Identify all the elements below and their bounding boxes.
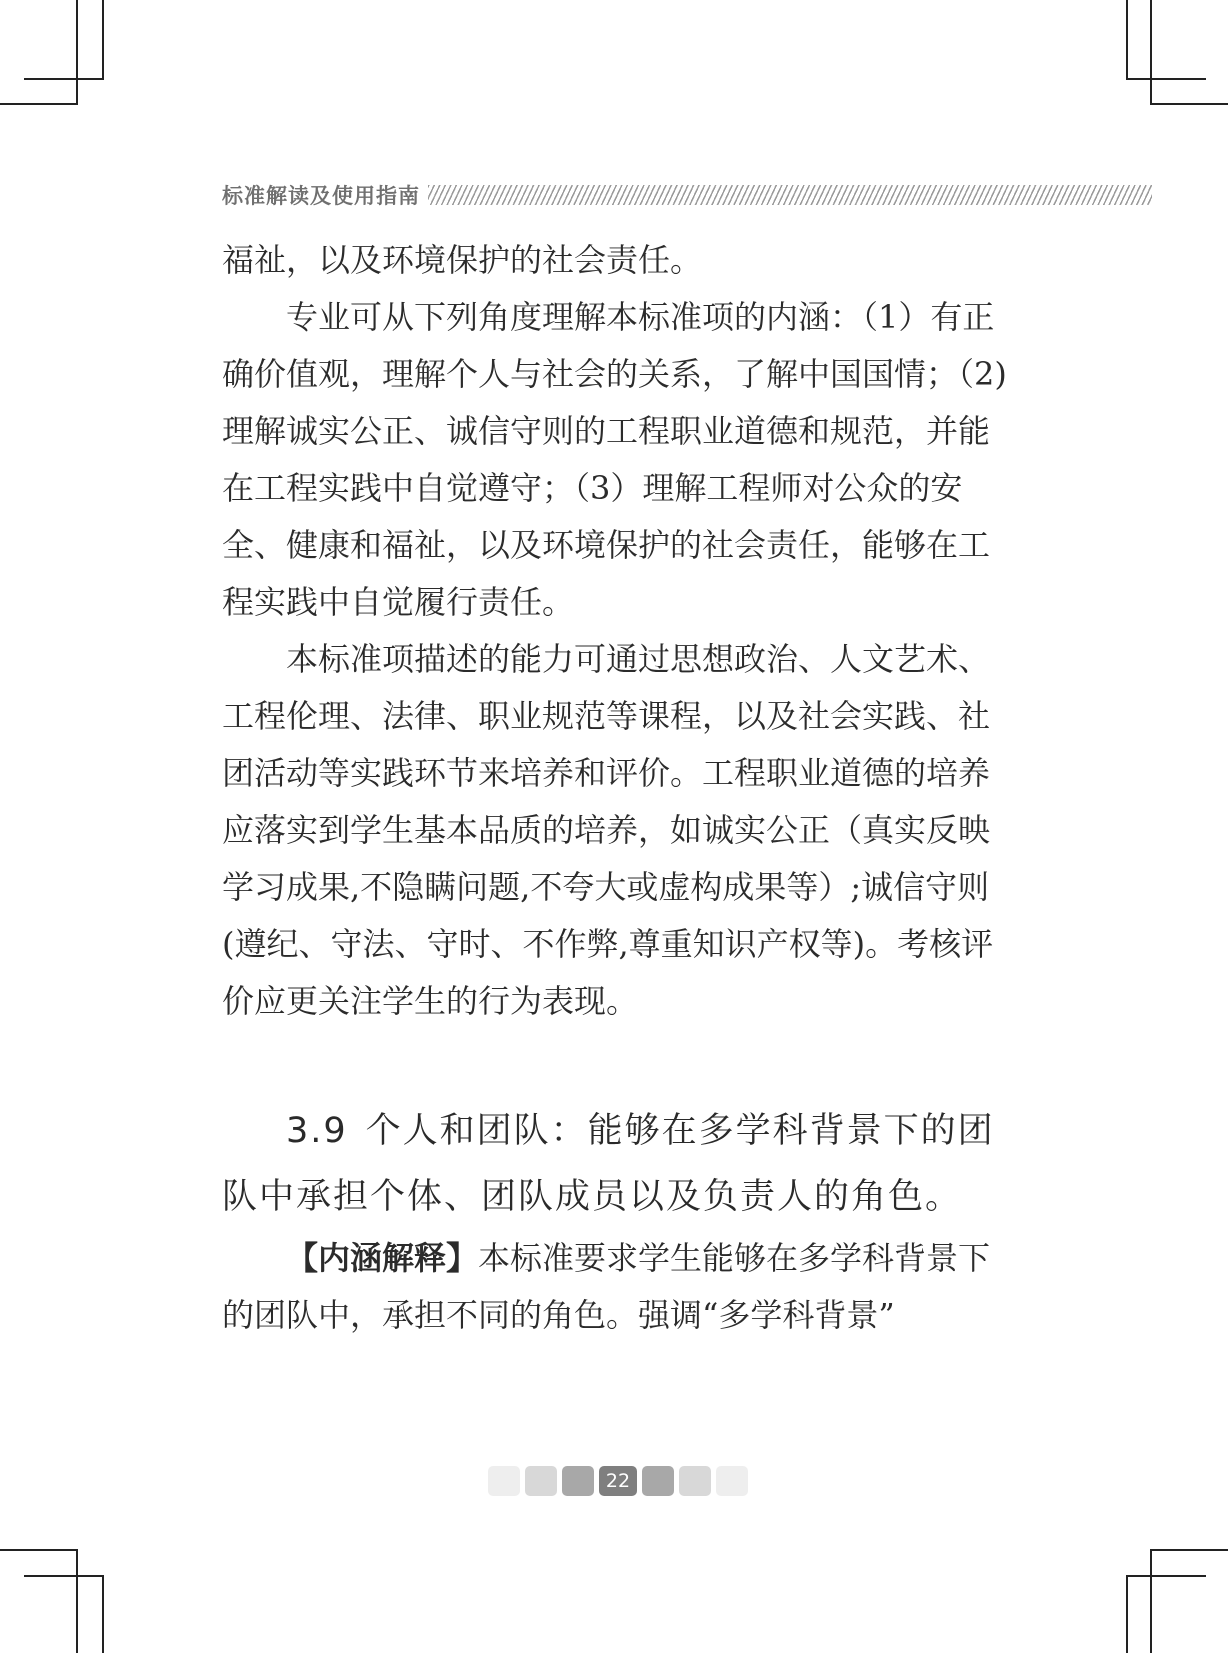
crop-mark-bottom-right-v: [1126, 1575, 1128, 1653]
section-number: 3.9: [286, 1111, 348, 1151]
crop-mark-top-right-h2: [1150, 103, 1228, 105]
crop-mark-top-left-h2: [24, 78, 104, 80]
page-number: 22: [599, 1466, 637, 1496]
section-spacer: [222, 1030, 1008, 1098]
crop-mark-bottom-right-h: [1126, 1575, 1206, 1577]
crop-mark-bottom-left-h: [0, 1549, 78, 1551]
crop-mark-bottom-right-h2: [1150, 1549, 1228, 1551]
interpretation-label: 【内涵解释】: [286, 1239, 479, 1277]
page-number-bar: [488, 1466, 748, 1496]
crop-mark-bottom-left-h2: [24, 1575, 104, 1577]
crop-mark-bottom-right-v2: [1150, 1549, 1152, 1653]
paragraph-cultivation: 本标准项描述的能力可通过思想政治、人文艺术、工程伦理、法律、职业规范等课程，以及社会实践、社团活动等实践环节来培养和评价。工程职业道德的培养应落实到学生基本品质的培养，如诚实公正（真实反映学习成果,不隐瞒问题,不夸大或虚构成果等）;诚信守则(遵纪、守法、守时、不作弊,尊重知识产权等)。考核评价应更关注学生的行为表现。: [222, 640, 994, 1020]
paragraph-continuation: 福祉，以及环境保护的社会责任。: [222, 241, 703, 279]
section-heading: [222, 1098, 1008, 1230]
header-hatch-rule: [428, 185, 1152, 205]
pager-block-2: [525, 1466, 557, 1496]
paragraph-interpretation: [222, 1230, 1008, 1344]
interpretation-text: 本标准要求学生能够在多学科背景下的团队中，承担不同的角色。强调“多学科背景”: [222, 1239, 991, 1334]
crop-mark-top-left-v2: [102, 0, 104, 78]
section-title: 个人和团队：能够在多学科背景下的团队中承担个体、团队成员以及负责人的角色。: [222, 1111, 995, 1217]
crop-mark-bottom-left-v: [76, 1549, 78, 1653]
crop-mark-top-left-h: [0, 103, 78, 105]
crop-mark-top-right-h: [1126, 78, 1206, 80]
running-header: [222, 182, 1152, 208]
header-title: 标准解读及使用指南: [222, 184, 420, 208]
pager-block-6: [679, 1466, 711, 1496]
page-content: [222, 232, 1008, 1344]
pager-block-3: [562, 1466, 594, 1496]
crop-mark-bottom-left-v2: [102, 1575, 104, 1653]
paragraph-connotation: 专业可从下列角度理解本标准项的内涵：（1）有正确价值观，理解个人与社会的关系，了解中国国情；（2)理解诚实公正、诚信守则的工程职业道德和规范，并能在工程实践中自觉遵守；（3）理解工程师对公众的安全、健康和福祉，以及环境保护的社会责任，能够在工程实践中自觉履行责任。: [222, 298, 1007, 621]
crop-mark-top-left-v: [76, 0, 78, 104]
crop-mark-top-right-v2: [1150, 0, 1152, 104]
pager-block-1: [488, 1466, 520, 1496]
pager-block-7: [716, 1466, 748, 1496]
pager-block-5: [642, 1466, 674, 1496]
crop-mark-top-right-v: [1126, 0, 1128, 78]
